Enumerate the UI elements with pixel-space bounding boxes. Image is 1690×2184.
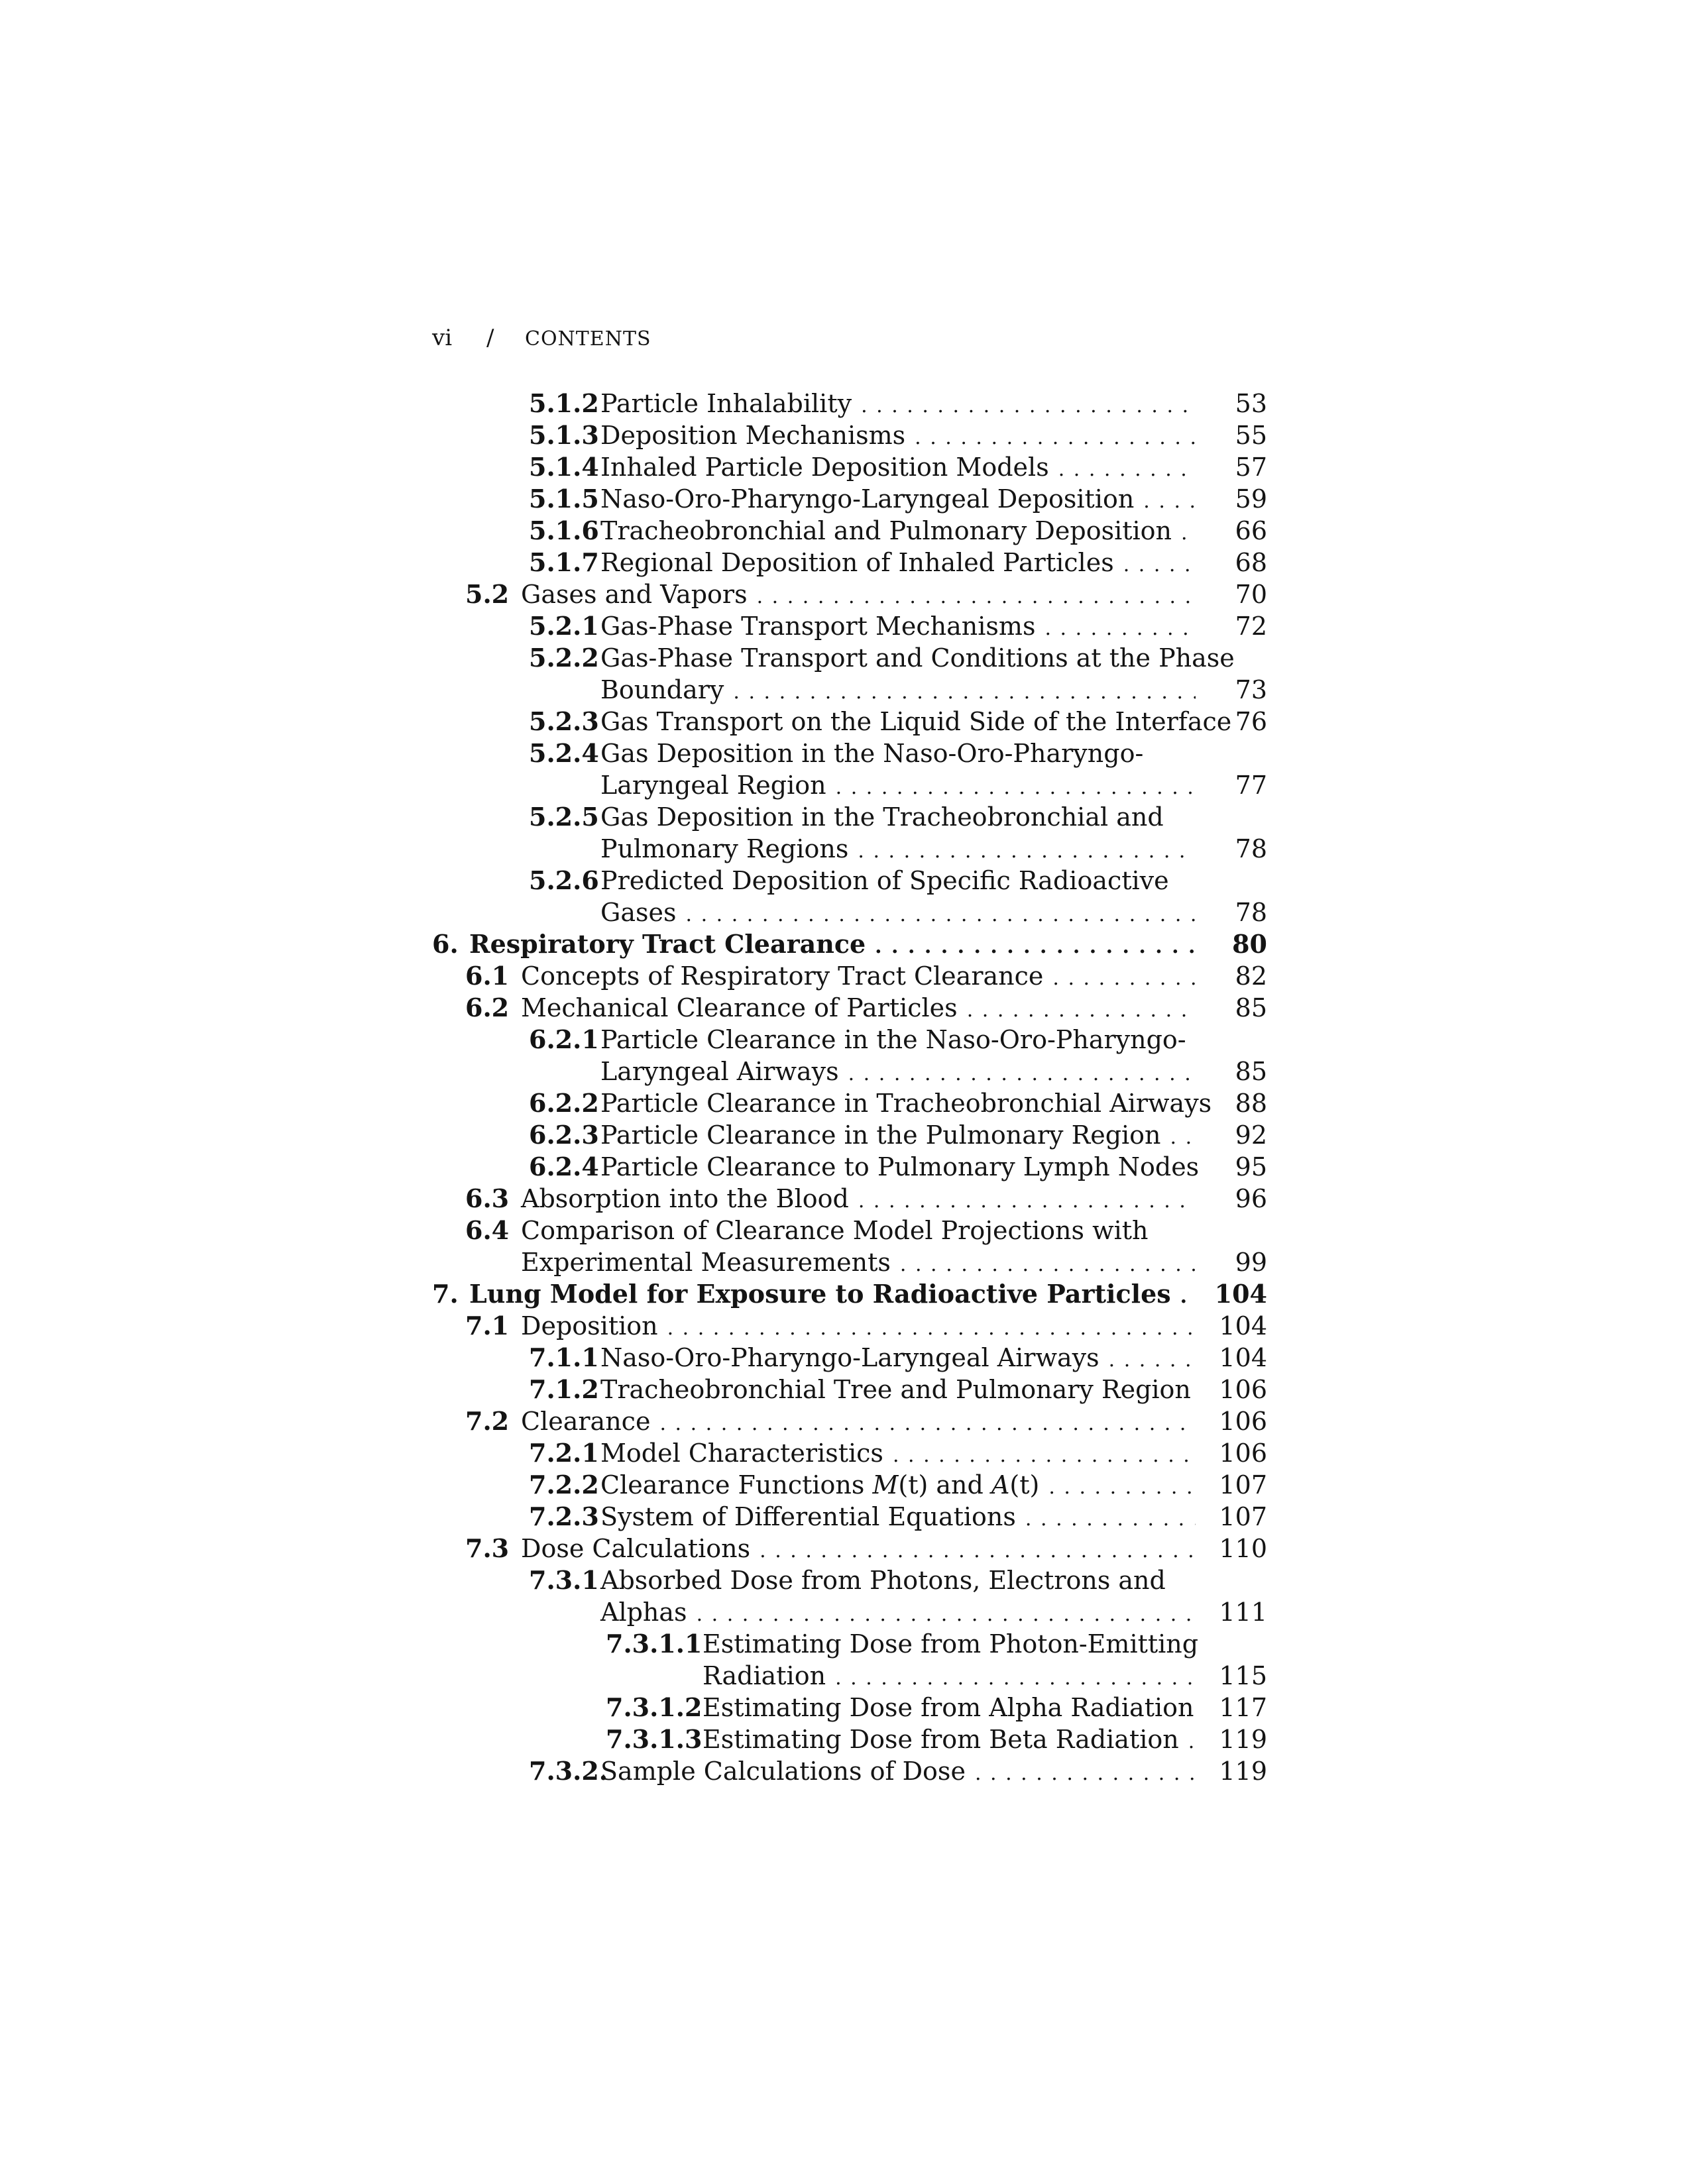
toc-entry-number: 5.2.4 xyxy=(529,738,599,768)
toc-page-number: 111 xyxy=(1219,1598,1267,1627)
toc-entry[interactable] xyxy=(432,610,1267,642)
dot-leader xyxy=(836,772,1196,804)
toc-entry-title: Deposition xyxy=(521,1311,658,1340)
toc-page-number: 110 xyxy=(1219,1534,1267,1563)
toc-entry[interactable] xyxy=(432,451,1267,483)
toc-entry[interactable] xyxy=(432,1692,1267,1723)
toc-entry-title: Concepts of Respiratory Tract Clearance xyxy=(521,961,1044,991)
dot-leader xyxy=(1044,613,1196,645)
toc-entry-title: Gas-Phase Transport Mechanisms xyxy=(600,612,1036,641)
toc-entry-title: Gas Deposition in the Tracheobronchial and xyxy=(600,802,1164,832)
toc-entry[interactable] xyxy=(432,706,1267,737)
toc-entry-number: 5.1.5 xyxy=(529,484,599,514)
toc-entry-number: 7.1.2 xyxy=(529,1374,599,1404)
toc-page-number: 104 xyxy=(1214,1279,1267,1309)
toc-entry-number: 6. xyxy=(432,929,459,959)
toc-entry-number: 5.1.3 xyxy=(529,420,599,450)
dot-leader xyxy=(875,931,1196,963)
toc-entry-title: Model Characteristics xyxy=(600,1439,883,1468)
toc-entry-title: Regional Deposition of Inhaled Particles xyxy=(600,548,1114,577)
toc-entry-title: System of Differential Equations xyxy=(600,1502,1016,1531)
toc-page-number: 106 xyxy=(1219,1439,1267,1468)
toc-page-number: 106 xyxy=(1219,1407,1267,1436)
dot-leader xyxy=(835,1663,1196,1694)
toc-entry[interactable] xyxy=(432,1087,1267,1119)
dot-leader xyxy=(1143,486,1196,518)
toc-entry-title: Estimating Dose from Beta Radiation xyxy=(703,1725,1179,1754)
dot-leader xyxy=(975,1758,1196,1790)
toc-entry-title: Lung Model for Exposure to Radioactive Particles xyxy=(469,1279,1171,1309)
toc-entry[interactable] xyxy=(432,1183,1267,1215)
toc-entry-title: Particle Inhalability xyxy=(600,389,852,418)
toc-entry-number: 7.2 xyxy=(465,1406,510,1436)
toc-entry-title: Particle Clearance in Tracheobronchial Airways xyxy=(600,1089,1212,1118)
toc-entry-number: 6.2.3 xyxy=(529,1120,599,1150)
toc-entry-number: 6.3 xyxy=(465,1183,510,1213)
dot-leader xyxy=(858,836,1196,867)
toc-entry[interactable] xyxy=(432,1469,1267,1501)
toc-entry-title: Naso-Oro-Pharyngo-Laryngeal Deposition xyxy=(600,484,1135,514)
toc-entry-title: Tracheobronchial and Pulmonary Deposition xyxy=(600,516,1172,545)
toc-page-number: 88 xyxy=(1235,1089,1267,1118)
toc-entry-number: 7. xyxy=(432,1279,459,1309)
toc-entry-title: Particle Clearance in the Naso-Oro-Pharyngo- xyxy=(600,1025,1186,1054)
toc-page-number: 66 xyxy=(1235,516,1267,545)
toc-page-number: 117 xyxy=(1219,1693,1267,1722)
toc-entry-title: Respiratory Tract Clearance xyxy=(469,929,866,959)
toc-entry-title: Mechanical Clearance of Particles xyxy=(521,993,958,1022)
dot-leader xyxy=(1188,1726,1196,1758)
toc-page-number: 78 xyxy=(1235,834,1267,863)
toc-entry-number: 7.1.1 xyxy=(529,1342,599,1372)
toc-page-number: 107 xyxy=(1219,1502,1267,1531)
toc-page-number: 85 xyxy=(1235,1057,1267,1086)
dot-leader xyxy=(900,1249,1196,1281)
toc-entry-number: 5.2.5 xyxy=(529,802,599,832)
dot-leader xyxy=(858,1185,1196,1217)
toc-entry-number: 6.2.2 xyxy=(529,1088,599,1118)
toc-page-number: 92 xyxy=(1235,1120,1267,1150)
toc-entry-number: 6.2.1 xyxy=(529,1024,599,1054)
dot-leader xyxy=(1048,1472,1196,1503)
toc-entry-number: 7.3 xyxy=(465,1533,510,1563)
toc-entry[interactable] xyxy=(432,960,1267,992)
toc-entry-title: Tracheobronchial Tree and Pulmonary Region xyxy=(600,1375,1191,1404)
toc-entry[interactable] xyxy=(432,483,1267,515)
dot-leader xyxy=(1170,1122,1196,1154)
toc-entry-number: 6.2 xyxy=(465,993,510,1022)
toc-page-number: 119 xyxy=(1219,1757,1267,1786)
toc-entry-title: Experimental Measurements xyxy=(521,1248,891,1277)
toc-page-number: 53 xyxy=(1235,389,1267,418)
toc-page-number: 78 xyxy=(1235,898,1267,927)
toc-entry-number: 7.3.1.1 xyxy=(606,1629,703,1659)
toc-page-number: 55 xyxy=(1235,421,1267,450)
toc-page-number: 68 xyxy=(1235,548,1267,577)
toc-entry-number: 7.2.3 xyxy=(529,1502,599,1531)
toc-entry[interactable] xyxy=(432,547,1267,578)
toc-entry-title: Pulmonary Regions xyxy=(600,834,849,863)
toc-entry-title: Estimating Dose from Alpha Radiation xyxy=(703,1693,1194,1722)
toc-entry[interactable] xyxy=(432,515,1267,547)
toc-entry-number: 5.1.2 xyxy=(529,388,599,418)
toc-entry-number: 7.3.1.3 xyxy=(606,1724,703,1754)
toc-page-number: 77 xyxy=(1235,771,1267,800)
toc-entry-title: Naso-Oro-Pharyngo-Laryngeal Airways xyxy=(600,1343,1099,1372)
toc-entry[interactable] xyxy=(432,1405,1267,1437)
toc-page-number: 96 xyxy=(1235,1184,1267,1213)
toc-entry-number: 6.1 xyxy=(465,961,510,991)
dot-leader xyxy=(1058,454,1196,486)
toc-entry-title: Estimating Dose from Photon-Emitting xyxy=(703,1629,1199,1659)
toc-entry-number: 5.2.2 xyxy=(529,643,599,673)
toc-page-number: 57 xyxy=(1235,453,1267,482)
dot-leader xyxy=(760,1535,1196,1567)
dot-leader xyxy=(697,1599,1196,1631)
toc-page-number: 85 xyxy=(1235,993,1267,1022)
toc-entry[interactable] xyxy=(432,1215,1267,1278)
toc-entry[interactable] xyxy=(432,1310,1267,1342)
toc-entry-title: Comparison of Clearance Model Projections with xyxy=(521,1216,1149,1245)
toc-entry-title: Absorbed Dose from Photons, Electrons and xyxy=(600,1566,1166,1595)
toc-page-number: 82 xyxy=(1235,961,1267,991)
toc-entry-title: Dose Calculations xyxy=(521,1534,751,1563)
toc-entry-number: 5.2 xyxy=(465,579,510,609)
toc-entry[interactable] xyxy=(432,578,1267,610)
toc-entry-number: 7.3.2. xyxy=(529,1756,608,1786)
toc-entry-number: 5.1.7 xyxy=(529,547,599,577)
dot-leader xyxy=(967,995,1196,1026)
toc-entry-title: Laryngeal Region xyxy=(600,771,826,800)
toc-entry[interactable] xyxy=(432,865,1267,928)
toc-entry[interactable] xyxy=(432,801,1267,865)
toc-page-number: 72 xyxy=(1235,612,1267,641)
toc-entry-title: Boundary xyxy=(600,675,724,704)
toc-entry-title: Sample Calculations of Dose xyxy=(600,1757,966,1786)
dot-leader xyxy=(915,422,1196,454)
toc-entry-title: Gas Deposition in the Naso-Oro-Pharyngo- xyxy=(600,739,1144,768)
toc-entry-number: 5.2.1 xyxy=(529,611,599,641)
dot-leader xyxy=(1181,518,1196,549)
toc-page-number: 104 xyxy=(1219,1311,1267,1340)
dot-leader xyxy=(757,581,1196,613)
running-header xyxy=(432,325,651,351)
toc-entry[interactable] xyxy=(432,1342,1267,1374)
toc-entry-title: Gases and Vapors xyxy=(521,580,748,609)
table-of-contents xyxy=(432,388,1267,1787)
page-number: vi xyxy=(432,325,453,351)
toc-entry-title: Radiation xyxy=(703,1661,826,1690)
toc-entry[interactable] xyxy=(432,1437,1267,1469)
toc-entry[interactable] xyxy=(432,1628,1267,1692)
toc-entry-number: 7.2.2 xyxy=(529,1470,599,1500)
toc-entry-title: Gases xyxy=(600,898,677,927)
dot-leader xyxy=(1025,1503,1196,1535)
toc-page-number: 76 xyxy=(1235,707,1267,736)
toc-page-number: 107 xyxy=(1219,1470,1267,1500)
toc-entry[interactable] xyxy=(432,1501,1267,1533)
dot-leader xyxy=(1180,1281,1196,1313)
toc-entry[interactable] xyxy=(432,1119,1267,1151)
dot-leader xyxy=(667,1313,1196,1344)
dot-leader xyxy=(861,390,1196,422)
toc-page-number: 59 xyxy=(1235,484,1267,514)
toc-page-number: 115 xyxy=(1219,1661,1267,1690)
toc-page-number: 106 xyxy=(1219,1375,1267,1404)
toc-entry[interactable] xyxy=(432,1755,1267,1787)
toc-entry-title: Gas-Phase Transport and Conditions at the Phase xyxy=(600,643,1235,673)
toc-entry-title: Particle Clearance to Pulmonary Lymph Nodes xyxy=(600,1152,1200,1181)
toc-entry-number: 7.1 xyxy=(465,1311,510,1340)
toc-entry-title: Deposition Mechanisms xyxy=(600,421,906,450)
dot-leader xyxy=(659,1408,1196,1440)
toc-entry[interactable] xyxy=(432,1024,1267,1087)
toc-page-number: 73 xyxy=(1235,675,1267,704)
toc-entry-title: Clearance Functions M(t) and A(t) xyxy=(600,1470,1040,1500)
toc-page-number: 99 xyxy=(1235,1248,1267,1277)
toc-page-number: 119 xyxy=(1219,1725,1267,1754)
toc-entry[interactable] xyxy=(432,992,1267,1024)
toc-entry-number: 5.1.6 xyxy=(529,516,599,545)
toc-entry-number: 7.2.1 xyxy=(529,1438,599,1468)
toc-entry[interactable] xyxy=(432,1723,1267,1755)
dot-leader xyxy=(1109,1344,1196,1376)
toc-chapter-entry[interactable] xyxy=(432,928,1267,960)
toc-entry[interactable] xyxy=(432,642,1267,706)
toc-entry[interactable] xyxy=(432,388,1267,419)
toc-entry[interactable] xyxy=(432,1533,1267,1564)
toc-entry-number: 5.1.4 xyxy=(529,452,599,482)
toc-chapter-entry[interactable] xyxy=(432,1278,1267,1310)
header-separator: / xyxy=(486,325,494,351)
toc-entry[interactable] xyxy=(432,419,1267,451)
toc-entry[interactable] xyxy=(432,737,1267,801)
toc-entry-number: 6.4 xyxy=(465,1215,510,1245)
toc-entry-title: Clearance xyxy=(521,1407,651,1436)
toc-entry-number: 7.3.1 xyxy=(529,1565,599,1595)
toc-entry-title: Alphas xyxy=(600,1598,687,1627)
toc-entry-title: Particle Clearance in the Pulmonary Region xyxy=(600,1120,1161,1150)
toc-entry-title: Gas Transport on the Liquid Side of the Interface xyxy=(600,707,1232,736)
toc-entry-number: 7.3.1.2 xyxy=(606,1692,703,1722)
toc-page-number: 70 xyxy=(1235,580,1267,609)
toc-entry-number: 5.2.6 xyxy=(529,865,599,895)
toc-entry-number: 5.2.3 xyxy=(529,706,599,736)
dot-leader xyxy=(848,1058,1196,1090)
dot-leader xyxy=(1123,549,1196,581)
toc-entry-title: Laryngeal Airways xyxy=(600,1057,839,1086)
toc-entry[interactable] xyxy=(432,1151,1267,1183)
toc-entry[interactable] xyxy=(432,1374,1267,1405)
toc-entry-number: 6.2.4 xyxy=(529,1152,599,1181)
dot-leader xyxy=(893,1440,1196,1472)
toc-page-number: 80 xyxy=(1232,929,1267,959)
toc-page-number: 95 xyxy=(1235,1152,1267,1181)
toc-page-number: 104 xyxy=(1219,1343,1267,1372)
dot-leader xyxy=(733,677,1196,708)
toc-entry-title: Inhaled Particle Deposition Models xyxy=(600,453,1049,482)
toc-entry-title: Predicted Deposition of Specific Radioactive xyxy=(600,866,1169,895)
toc-entry[interactable] xyxy=(432,1564,1267,1628)
dot-leader xyxy=(1052,963,1196,995)
toc-entry-title: Absorption into the Blood xyxy=(521,1184,849,1213)
running-title: CONTENTS xyxy=(525,327,651,351)
dot-leader xyxy=(686,899,1196,931)
